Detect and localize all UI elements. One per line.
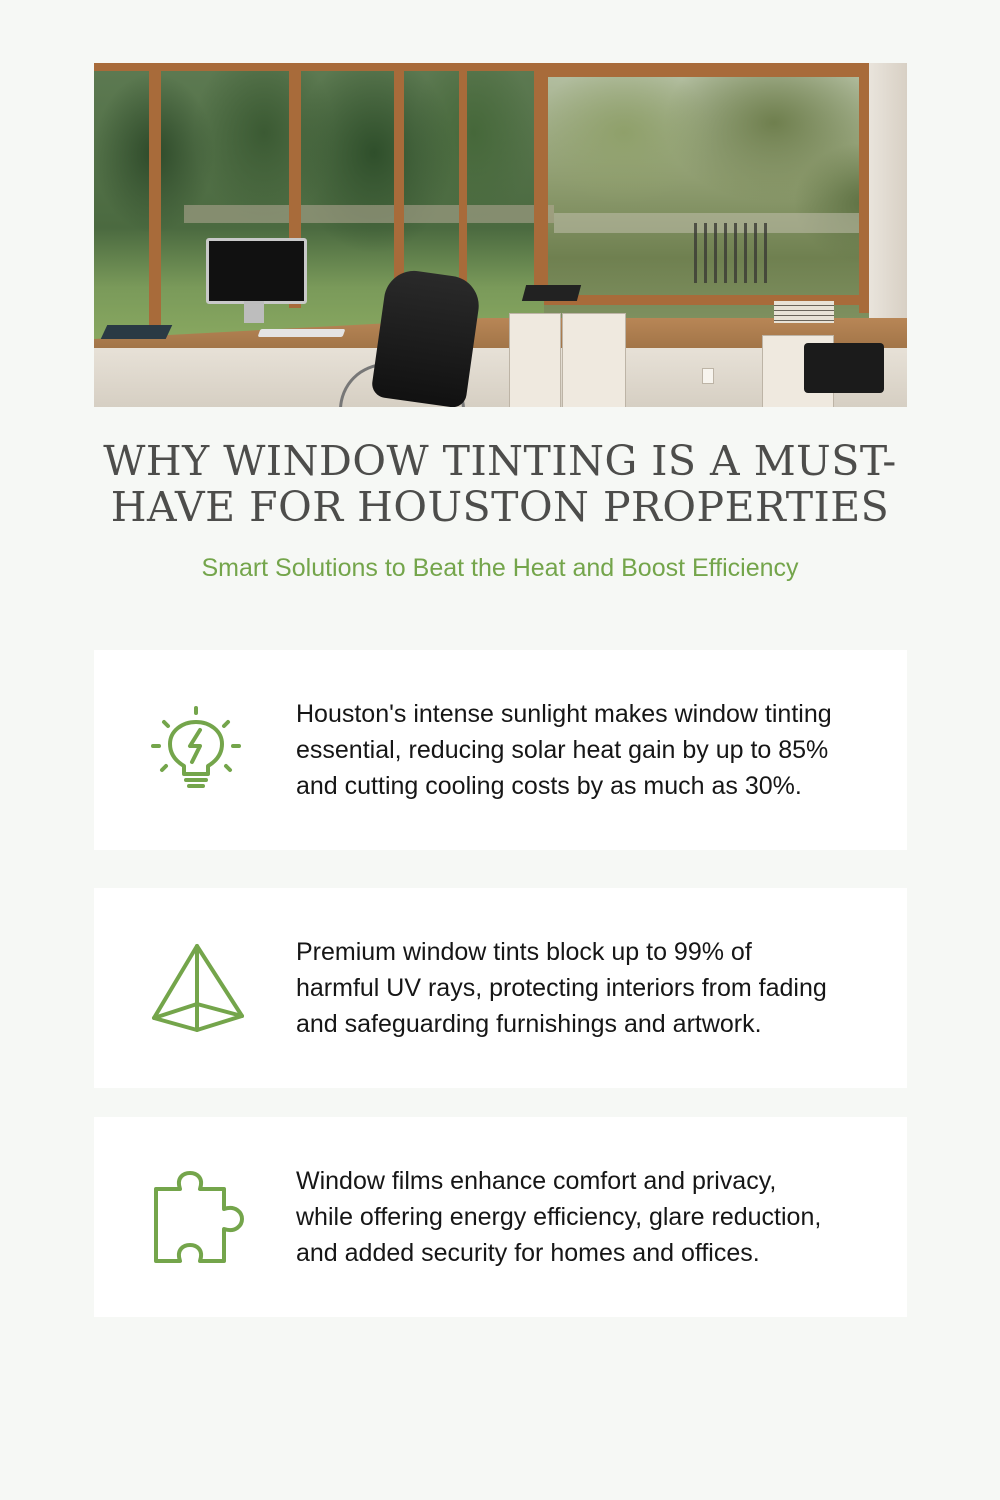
- book: [101, 325, 173, 339]
- hero-image: [94, 63, 907, 407]
- office-chair: [370, 267, 482, 407]
- book: [522, 285, 581, 301]
- railing: [694, 223, 774, 283]
- window-frame: [459, 63, 467, 299]
- info-card-comfort: [94, 1117, 907, 1317]
- window-frame: [394, 63, 404, 303]
- window-frame: [534, 63, 548, 295]
- monitor-stand: [244, 301, 264, 323]
- printer: [804, 343, 884, 393]
- page-title: WHY WINDOW TINTING IS A MUST-HAVE FOR HOUSTON PROPERTIES: [103, 437, 897, 531]
- info-card-heat: [94, 650, 907, 850]
- card-text: Houston's intense sunlight makes window tinting essential, reducing solar heat gain by up to 85% and cutting cooling costs by as much as 30%.: [296, 700, 832, 800]
- keyboard: [258, 329, 346, 337]
- book-stack: [774, 301, 834, 323]
- lightbulb-icon: [150, 702, 246, 798]
- puzzle-piece-icon: [150, 1169, 246, 1265]
- cabinet: [509, 313, 561, 407]
- window-frame: [94, 63, 554, 71]
- window-frame: [149, 63, 161, 325]
- card-text: Window films enhance comfort and privacy, while offering energy efficiency, glare reduction, and added security for homes and offices.: [296, 1167, 822, 1267]
- wall-outlet: [702, 368, 714, 384]
- page-subtitle: Smart Solutions to Beat the Heat and Boost Efficiency: [201, 554, 799, 582]
- window-view-right: [544, 63, 907, 323]
- cabinet: [562, 313, 626, 407]
- window-frame: [534, 63, 874, 77]
- computer-monitor: [206, 238, 307, 304]
- card-text: Premium window tints block up to 99% of harmful UV rays, protecting interiors from fading and safeguarding furnishings and artwork.: [296, 938, 827, 1038]
- pyramid-icon: [150, 940, 246, 1036]
- fence: [184, 205, 554, 223]
- info-card-uv: [94, 888, 907, 1088]
